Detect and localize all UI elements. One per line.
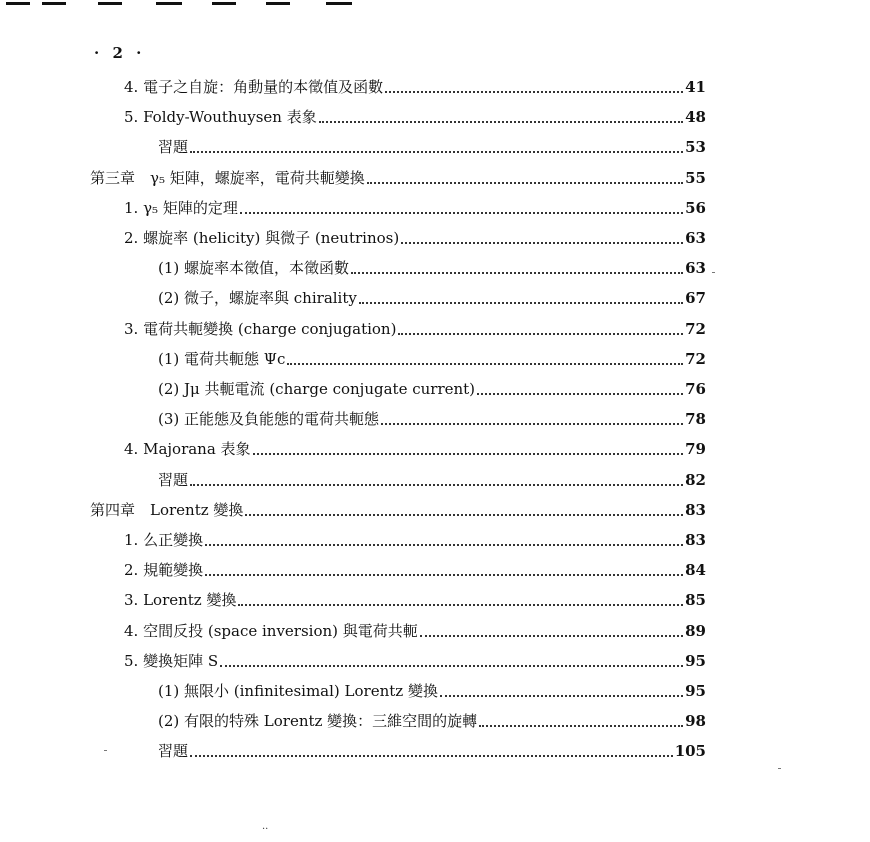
toc-entry-row: [124, 585, 706, 615]
toc-entry-title: 3. Lorentz 變換: [124, 591, 237, 610]
scan-speck: [712, 272, 715, 273]
toc-page-number: 85: [685, 591, 706, 610]
dot-leader: [287, 363, 683, 365]
toc-entry-row: [158, 706, 706, 736]
toc-entry-row: [158, 344, 706, 374]
scan-top-edge: [0, 0, 870, 10]
dot-leader: [245, 514, 683, 516]
toc-entry-row: [124, 223, 706, 253]
toc-entry-row: [124, 72, 706, 102]
toc-entry-row: [158, 374, 706, 404]
toc-page-number: 41: [685, 78, 706, 96]
toc-page-number: 76: [685, 380, 706, 398]
toc-entry-title: (2) 有限的特殊 Lorentz 變換：三維空間的旋轉: [158, 712, 478, 731]
toc-entry-title: 習題: [158, 470, 189, 489]
toc-page-number: 89: [685, 621, 706, 640]
toc-page-number: 84: [685, 561, 706, 580]
toc-page-number: 53: [685, 138, 706, 157]
toc-page-number: 67: [685, 289, 706, 308]
toc-entry-title: 2. 規範變換: [124, 561, 204, 580]
toc-entry-title: (1) 螺旋率本徵值，本徵函數: [158, 259, 350, 278]
dot-leader: [220, 665, 683, 667]
toc-entry-title: 5. 變換矩陣 S: [124, 651, 219, 670]
dot-leader: [253, 453, 684, 455]
dot-leader: [479, 725, 683, 727]
toc-page-number: 72: [685, 319, 706, 338]
toc-entry-row: [124, 193, 706, 223]
toc-entry-row: [124, 434, 706, 464]
dot-leader: [240, 212, 683, 214]
dot-leader: [420, 635, 683, 637]
toc-entry-row: [124, 555, 706, 585]
toc-page-number: 82: [685, 470, 706, 489]
toc-entry-title: (3) 正能態及負能態的電荷共軛態: [158, 410, 380, 429]
toc-exercise-row: [158, 465, 706, 495]
toc-entry-row: [158, 404, 706, 434]
dot-leader: [385, 91, 683, 93]
toc-entry-row: [158, 253, 706, 283]
toc-entry-title: 4. 空間反投 (space inversion) 與電荷共軛: [124, 621, 418, 640]
toc-page-number: 95: [685, 651, 706, 670]
toc-exercise-row: [158, 736, 706, 766]
dot-leader: [398, 333, 683, 335]
toc-page-number: 55: [685, 168, 706, 187]
toc-entry-row: [124, 102, 706, 132]
toc-entry-title: (2) Jμ 共軛電流 (charge conjugate current): [158, 380, 476, 398]
toc-entry-row: [158, 676, 706, 706]
toc-page-number: 98: [685, 712, 706, 731]
toc-page-number: 83: [685, 531, 706, 549]
toc-chapter-row: [90, 163, 706, 193]
toc-entry-title: 1. 么正變換: [124, 531, 204, 549]
dot-leader: [190, 151, 683, 153]
toc-entry-title: 習題: [158, 742, 189, 761]
dot-leader: [367, 182, 683, 184]
footer-mark: ··: [262, 824, 269, 835]
toc-page-number: 95: [685, 682, 706, 700]
toc-page-number: 56: [685, 198, 706, 217]
scan-speck: [104, 750, 107, 751]
toc-page-number: 63: [685, 229, 706, 247]
toc-entry-row: [124, 616, 706, 646]
toc-page-number: 48: [685, 108, 706, 127]
page-number: · 2 ·: [94, 44, 146, 62]
toc-page-number: 83: [685, 500, 706, 519]
toc-entry-title: 第四章 Lorentz 變換: [90, 500, 244, 519]
scan-speck: [778, 768, 781, 769]
toc-entry-title: 5. Foldy-Wouthuysen 表象: [124, 108, 317, 127]
dot-leader: [205, 574, 683, 576]
dot-leader: [359, 302, 683, 304]
toc-page-number: 105: [674, 742, 706, 761]
toc-entry-title: (1) 無限小 (infinitesimal) Lorentz 變換: [158, 682, 438, 700]
toc-entry-title: 1. γ₅ 矩陣的定理: [124, 198, 238, 217]
dot-leader: [351, 272, 683, 274]
dot-leader: [477, 393, 683, 395]
dot-leader: [238, 604, 683, 606]
toc-entry-row: [124, 314, 706, 344]
dot-leader: [190, 755, 673, 757]
toc-page-number: 79: [685, 440, 706, 459]
dot-leader: [440, 695, 683, 697]
toc-exercise-row: [158, 132, 706, 162]
toc-entry-row: [124, 646, 706, 676]
toc-entry-title: 3. 電荷共軛變換 (charge conjugation): [124, 319, 397, 338]
toc-page-number: 72: [685, 349, 706, 368]
toc-entry-title: (2) 微子，螺旋率與 chirality: [158, 289, 357, 308]
toc-entry-title: 第三章 γ₅ 矩陣，螺旋率，電荷共軛變換: [90, 168, 365, 187]
toc-entry-title: 4. Majorana 表象: [124, 440, 251, 459]
toc-entry-title: (1) 電荷共軛態 Ψc: [158, 349, 286, 368]
toc-entry-title: 4. 電子之自旋：角動量的本徵值及函數: [124, 78, 384, 96]
toc-entry-title: 2. 螺旋率 (helicity) 與微子 (neutrinos): [124, 229, 400, 247]
toc-chapter-row: [90, 495, 706, 525]
dot-leader: [205, 544, 683, 546]
dot-leader: [319, 121, 683, 123]
dot-leader: [190, 484, 683, 486]
dot-leader: [381, 423, 683, 425]
toc-entry-row: [124, 525, 706, 555]
toc-page-number: 63: [685, 259, 706, 278]
toc-entry-row: [158, 283, 706, 313]
toc-page-number: 78: [685, 410, 706, 429]
toc-entry-title: 習題: [158, 138, 189, 157]
dot-leader: [401, 242, 683, 244]
